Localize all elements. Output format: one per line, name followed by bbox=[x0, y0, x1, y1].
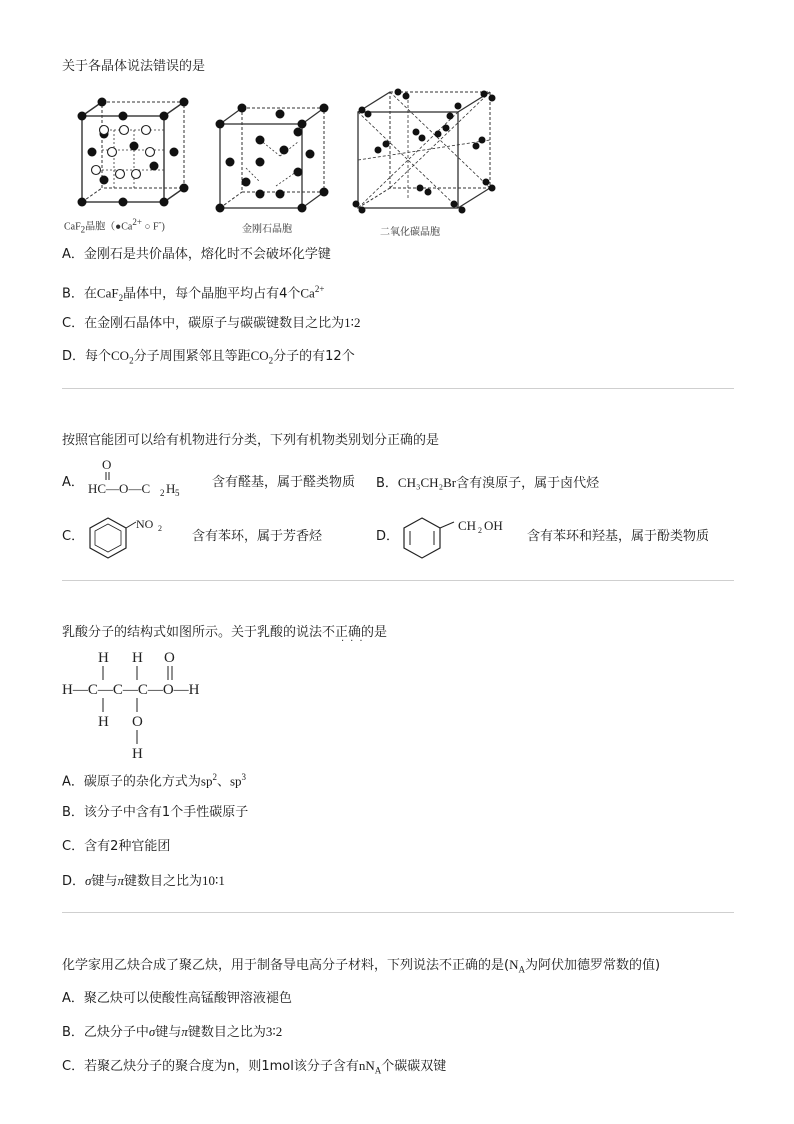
svg-text:H: H bbox=[166, 481, 176, 496]
q1-option-d-co2a: CO bbox=[111, 348, 130, 363]
ca-legend-icon: ● bbox=[115, 221, 122, 233]
q2-option-b-text: 含有溴原子，属于卤代烃 bbox=[456, 476, 600, 491]
ethyl-formate-structure bbox=[88, 456, 208, 496]
q3-option-a-sp2: sp bbox=[200, 773, 213, 789]
q3-option-d-sigma: σ bbox=[85, 873, 92, 888]
svg-text:5: 5 bbox=[175, 488, 180, 498]
q2-option-c-text: 含有苯环，属于芳香烃 bbox=[192, 529, 323, 544]
svg-text:2: 2 bbox=[158, 524, 162, 533]
q3-option-a-pre: A．碳原子的杂化方式为 bbox=[62, 774, 201, 790]
q1-option-b-mid: 晶体中，每个晶胞平均占有4个 bbox=[123, 286, 301, 302]
q4-stem-na: N bbox=[509, 957, 519, 972]
q1-option-b-sup: 2+ bbox=[314, 284, 325, 294]
caf2-caption: CaF$_2$晶胞（$●Ca^{2+}$ ○ F-) bbox=[64, 217, 165, 235]
q3-stem-pre: 乳酸分子的结构式如图所示。关于乳酸的说法 bbox=[62, 625, 323, 640]
svg-text:O: O bbox=[132, 714, 143, 730]
q1-option-d-co2b: CO bbox=[250, 348, 269, 363]
svg-text:2: 2 bbox=[160, 488, 165, 498]
caf2-unit-cell-figure bbox=[74, 100, 194, 210]
co2-caption: 二氧化碳晶胞 bbox=[380, 227, 440, 238]
svg-text:H: H bbox=[132, 746, 143, 762]
q2-option-d-text: 含有苯环和羟基，属于酚类物质 bbox=[527, 529, 710, 544]
q3-option-d-post: 键数目之比为 bbox=[123, 874, 202, 889]
q1-option-d-pre: D．每个 bbox=[62, 349, 112, 364]
q3-option-c[interactable]: C．含有2种官能团 bbox=[62, 839, 171, 854]
q2-stem: 按照官能团可以给有机物进行分类，下列有机物类别划分正确的是 bbox=[62, 433, 440, 448]
q3-option-d-mid: 键与 bbox=[91, 874, 118, 889]
q1-option-a[interactable]: A．金刚石是共价晶体，熔化时不会破坏化学键 bbox=[62, 247, 331, 262]
q4-option-b-sigma: σ bbox=[148, 1024, 156, 1039]
svg-text:OH: OH bbox=[484, 518, 503, 533]
diamond-unit-cell-figure bbox=[216, 106, 336, 210]
caf2-caption-f: F bbox=[152, 221, 159, 233]
q4-option-c-nna: nN bbox=[358, 1058, 375, 1073]
q1-stem: 关于各晶体说法错误的是 bbox=[62, 59, 206, 74]
separator bbox=[62, 912, 734, 913]
q1-option-c-pre: C．在金刚石晶体中，碳原子与碳碳键数目之比为 bbox=[62, 316, 345, 331]
separator bbox=[62, 580, 734, 581]
q3-stem bbox=[62, 624, 387, 642]
diamond-caption: 金刚石晶胞 bbox=[242, 224, 292, 235]
lactic-acid-structure bbox=[62, 648, 262, 764]
svg-text:O: O bbox=[164, 650, 175, 666]
q1-option-b[interactable]: B．在CaF$_2$晶体中，每个晶胞平均占有4个$Ca^{2+}$ bbox=[62, 284, 325, 303]
svg-text:H: H bbox=[98, 650, 109, 666]
svg-text:H: H bbox=[98, 714, 109, 730]
caf2-caption-cell: 晶胞（ bbox=[85, 221, 116, 233]
q4-option-b-pre: B．乙炔分子中 bbox=[62, 1025, 149, 1040]
q1-option-d-post: 分子的有12个 bbox=[273, 349, 355, 364]
svg-text:H: H bbox=[132, 650, 143, 666]
q3-option-a[interactable]: A．碳原子的杂化方式为$sp^2$、$sp^3$ bbox=[62, 772, 247, 790]
separator bbox=[62, 388, 734, 389]
q1-option-b-caf2: CaF bbox=[96, 285, 119, 301]
q2-option-d-label[interactable]: D． bbox=[376, 529, 400, 544]
co2-unit-cell-figure bbox=[350, 88, 500, 214]
q4-stem-pre: 化学家用乙炔合成了聚乙炔，用于制备导电高分子材料，下列说法不正确的是( bbox=[62, 958, 510, 973]
q1-option-c[interactable] bbox=[62, 314, 360, 333]
q1-option-d-mid: 分子周围紧邻且等距 bbox=[133, 349, 251, 364]
q2-option-b-label: B． bbox=[376, 476, 398, 491]
q2-option-b-formula: CH₃CH₂Br bbox=[397, 475, 457, 490]
caf2-caption-formula: CaF bbox=[64, 221, 81, 233]
nitrobenzene-structure bbox=[88, 516, 188, 560]
f-legend-icon: ○ bbox=[144, 221, 151, 233]
svg-text:CH: CH bbox=[458, 518, 477, 533]
q4-option-b-ratio: 3∶2 bbox=[265, 1024, 283, 1039]
q4-option-b-mid: 键与 bbox=[155, 1025, 182, 1040]
q2-option-a-label[interactable]: A． bbox=[62, 475, 84, 490]
q1-option-c-ratio: 1∶2 bbox=[344, 315, 361, 330]
q1-option-d[interactable]: D．每个$CO_2$分子周围紧邻且等距$CO_2$分子的有12个 bbox=[62, 348, 355, 366]
q3-option-a-sep: 、 bbox=[216, 774, 230, 790]
q3-option-d[interactable] bbox=[62, 872, 225, 891]
q1-option-b-ca: Ca bbox=[300, 285, 315, 301]
q3-option-d-pre: D． bbox=[62, 874, 86, 889]
q4-option-c[interactable]: C．若聚乙炔分子的聚合度为n，则1mol该分子含有$nN_A$个碳碳双键 bbox=[62, 1058, 447, 1076]
q3-stem-emphasis: 不正确 bbox=[322, 625, 362, 640]
q4-option-c-pre: C．若聚乙炔分子的聚合度为n，则1mol该分子含有 bbox=[62, 1059, 359, 1074]
svg-text:NO: NO bbox=[136, 517, 154, 531]
q4-stem-post: 为阿伏加德罗常数的值) bbox=[524, 958, 661, 973]
benzyl-alcohol-structure bbox=[402, 516, 522, 560]
q4-option-a[interactable]: A．聚乙炔可以使酸性高锰酸钾溶液褪色 bbox=[62, 991, 292, 1006]
emphasis-dots: ··· bbox=[341, 636, 369, 647]
q4-option-b[interactable] bbox=[62, 1023, 282, 1042]
q2-option-a-text: 含有醛基，属于醛类物质 bbox=[212, 475, 356, 490]
svg-text:HC—O—C: HC—O—C bbox=[88, 481, 151, 496]
q3-option-d-ratio: 10∶1 bbox=[201, 873, 225, 888]
q4-option-b-pi: π bbox=[181, 1024, 188, 1039]
q1-option-b-pre: B．在 bbox=[62, 286, 97, 302]
q2-option-b[interactable] bbox=[376, 474, 599, 493]
q4-stem: 化学家用乙炔合成了聚乙炔，用于制备导电高分子材料，下列说法不正确的是($N_A$为阿伏加德罗常数的值) bbox=[62, 957, 661, 975]
q4-option-c-post: 个碳碳双键 bbox=[381, 1059, 447, 1074]
q2-option-c-label[interactable]: C． bbox=[62, 529, 85, 544]
q3-stem-post: 的是 bbox=[361, 625, 388, 640]
q3-option-a-sp3: sp bbox=[229, 773, 242, 789]
struct-o-label: O bbox=[102, 457, 112, 472]
svg-text:H—C—C—C—O—H: H—C—C—C—O—H bbox=[62, 682, 200, 698]
svg-text:2: 2 bbox=[478, 526, 482, 535]
q3-option-b[interactable]: B．该分子中含有1个手性碳原子 bbox=[62, 805, 249, 820]
q4-option-b-post: 键数目之比为 bbox=[187, 1025, 266, 1040]
q3-option-d-pi: π bbox=[117, 873, 124, 888]
caf2-caption-ca: Ca bbox=[121, 221, 133, 233]
